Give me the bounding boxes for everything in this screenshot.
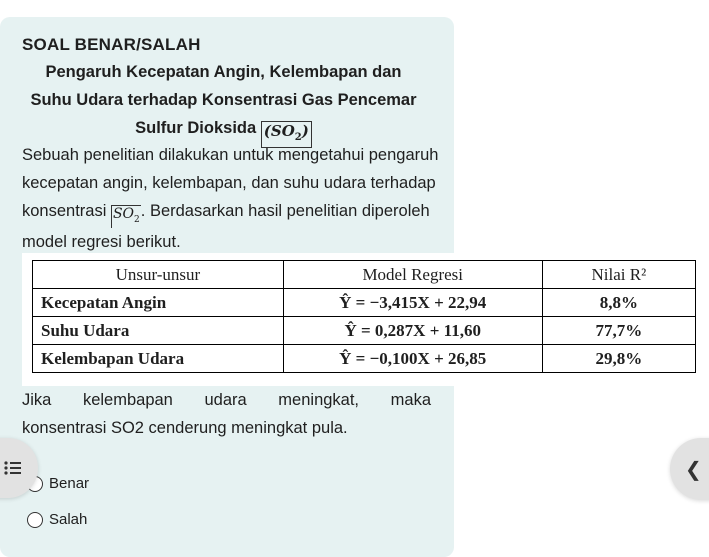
header-model: Model Regresi: [283, 261, 542, 289]
list-menu-icon: [4, 460, 22, 476]
option-salah-label: Salah: [49, 511, 88, 528]
statement-line-2: konsentrasi SO2 cenderung meningkat pula.: [22, 419, 348, 437]
table-header-row: [33, 261, 696, 289]
title-line-2: Suhu Udara terhadap Konsentrasi Gas Pencemar: [30, 91, 417, 109]
question-heading: SOAL BENAR/SALAH: [22, 35, 201, 54]
row-name: Kelembapan Udara: [33, 345, 284, 373]
previous-button[interactable]: [670, 438, 709, 500]
question-statement: [22, 386, 431, 442]
row-model: Ŷ = −3,415X + 22,94: [283, 289, 542, 317]
radio-salah[interactable]: [27, 512, 43, 528]
table-row: [33, 289, 696, 317]
row-r2: 29,8%: [542, 345, 695, 373]
row-name: Kecepatan Angin: [33, 289, 284, 317]
title-line-3-text: Sulfur Dioksida: [135, 119, 257, 137]
table-row: [33, 345, 696, 373]
statement-line-1: Jika kelembapan udara meningkat, maka: [22, 391, 431, 409]
header-unsur: Unsur-unsur: [33, 261, 284, 289]
chevron-left-icon: ❮: [685, 459, 702, 481]
so2-formula: $(SO_2)$: [261, 121, 312, 148]
row-model: Ŷ = −0,100X + 26,85: [283, 345, 542, 373]
row-r2: 77,7%: [542, 317, 695, 345]
regression-table-image: [22, 253, 707, 386]
header-nilai: Nilai R²: [542, 261, 695, 289]
question-paragraph: Sebuah penelitian dilakukan untuk mengetahui pengaruh kecepatan angin, kelembapan, dan suhu udara terhadap konsentrasi $SO_2$. Berdasarkan hasil penelitian diperoleh model regresi berikut.: [22, 146, 439, 251]
so2-inline-formula: $SO_2$: [111, 205, 141, 228]
option-benar-label: Benar: [49, 475, 90, 492]
regression-table: [32, 260, 696, 373]
row-model: Ŷ = 0,287X + 11,60: [283, 317, 542, 345]
table-row: [33, 317, 696, 345]
row-name: Suhu Udara: [33, 317, 284, 345]
title-line-1: Pengaruh Kecepatan Angin, Kelembapan dan: [45, 63, 402, 81]
question-title: [0, 58, 447, 148]
row-r2: 8,8%: [542, 289, 695, 317]
option-salah[interactable]: [27, 511, 87, 528]
